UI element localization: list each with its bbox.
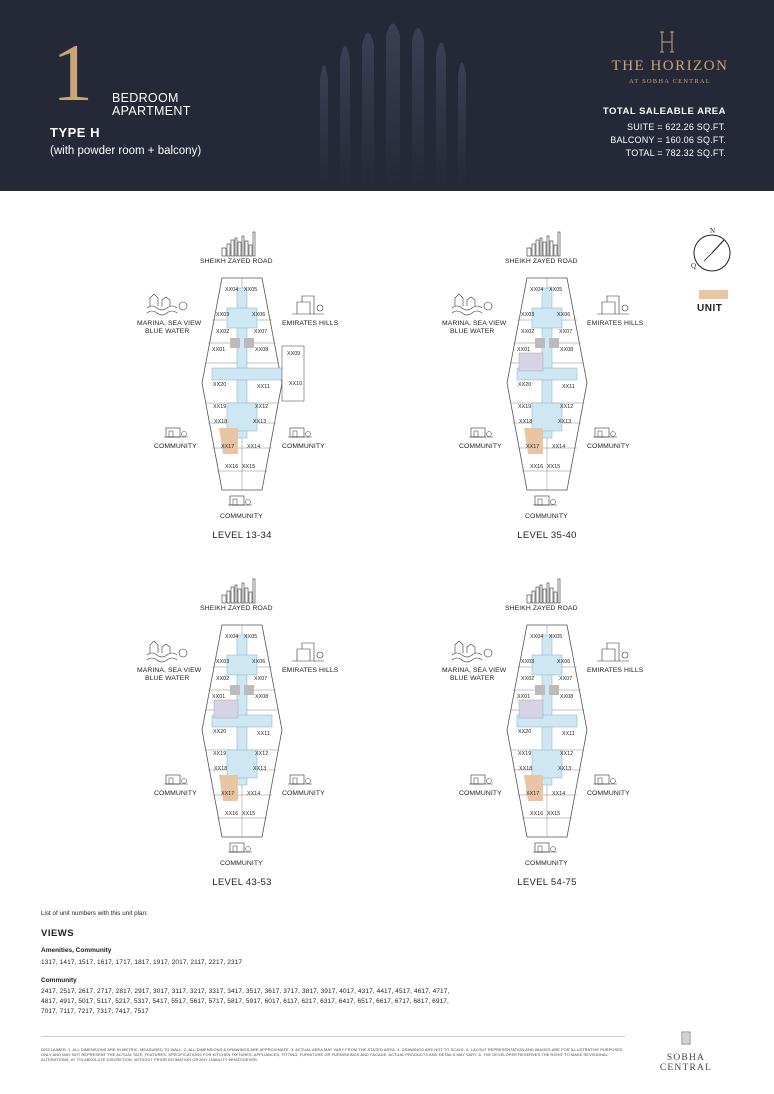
marina-icon [452,641,492,662]
unit-label-u01: XX01 [517,347,531,353]
east-label: EMIRATES HILLS [587,667,644,674]
unit-label-u06: XX06 [557,659,571,665]
bedroom-line1: BEDROOM [112,91,179,105]
unit-label-u08: XX08 [255,347,269,353]
skyline-icon [222,232,255,256]
floor-plan-drawing [397,228,697,538]
marina-icon [147,294,187,315]
community-west-label: COMMUNITY [459,790,502,797]
west-label-2: BLUE WATER [145,675,190,682]
community-south-label: COMMUNITY [220,860,263,867]
unit-label-u03: XX03 [216,659,230,665]
unit-label-u19: XX19 [518,751,532,757]
unit-label-u14: XX14 [247,444,261,450]
floor-plan-drawing [92,228,392,538]
community-south-icon [533,843,557,852]
unit-label-u04: XX04 [225,287,239,293]
brand-name: THE HORIZON [611,58,729,74]
marina-icon [452,294,492,315]
west-label: MARINA, SEA VIEW [442,320,507,327]
unit-label-u08: XX08 [255,694,269,700]
west-label-2: BLUE WATER [145,328,190,335]
skyline-icon [222,579,255,603]
community-east-icon [593,775,617,784]
unit-label-u20: XX20 [518,382,532,388]
unit-label-u04: XX04 [530,634,544,640]
unit-label-u12: XX12 [255,751,269,757]
unit-label-u06: XX06 [252,659,266,665]
marina-icon [147,641,187,662]
level-label: LEVEL 54-75 [517,877,577,888]
emirates-hills-icon [292,296,324,314]
community-west-label: COMMUNITY [154,443,197,450]
unit-label-u15: XX15 [547,464,561,470]
emirates-hills-icon [597,643,629,661]
unit-label-u13: XX13 [253,419,267,425]
unit-label-u19: XX19 [213,404,227,410]
west-label-2: BLUE WATER [450,328,495,335]
unit-label-u14: XX14 [552,791,566,797]
community-east-icon [288,428,312,437]
unit-label-u06: XX06 [557,312,571,318]
unit-legend-label: UNIT [697,303,723,314]
west-label: MARINA, SEA VIEW [137,320,202,327]
units-amenities-community: 1317, 1417, 1517, 1617, 1717, 1817, 1917, 2017, 2117, 2217, 2317 [41,959,243,966]
bedroom-count: 1 [52,27,93,118]
unit-label-u13: XX13 [558,766,572,772]
header-banner [0,0,774,191]
unit-label-u05: XX05 [244,287,258,293]
unit-label-u15: XX15 [242,464,256,470]
unit-label-u20: XX20 [518,729,532,735]
category-amenities-community: Amenities, Community [41,947,112,954]
unit-label-u16: XX16 [530,811,544,817]
community-west-icon [469,428,493,437]
area-total: TOTAL = 782.32 SQ.FT. [625,148,726,158]
north-label: SHEIKH ZAYED ROAD [505,258,578,265]
floor-plan-level-35-40 [397,228,697,541]
unit-label-u05: XX05 [549,287,563,293]
unit-label-u03: XX03 [521,312,535,318]
views-heading: VIEWS [41,928,75,939]
floor-plan-level-54-75 [397,575,697,888]
unit-label-u10: XX10 [289,381,303,387]
unit-label-u15: XX15 [547,811,561,817]
unit-label-u11: XX11 [562,384,575,390]
unit-label-u03: XX03 [521,659,535,665]
unit-label-u08: XX08 [560,694,574,700]
unit-label-u04: XX04 [530,287,544,293]
unit-label-u14: XX14 [552,444,566,450]
unit-label-u20: XX20 [213,729,227,735]
floor-plan-level-13-34 [92,228,392,541]
north-label: SHEIKH ZAYED ROAD [200,258,273,265]
unit-label-u07: XX07 [559,329,573,335]
floor-plan-drawing [397,575,697,885]
unit-label-u02: XX02 [521,329,535,335]
unit-color-swatch [699,290,728,299]
unit-label-u17: XX17 [221,444,235,450]
community-west-icon [469,775,493,784]
community-west-icon [164,775,188,784]
emirates-hills-icon [597,296,629,314]
unit-label-u09: XX09 [287,351,301,357]
brand-subtitle: AT SOBHA CENTRAL [629,78,711,85]
unit-label-u13: XX13 [253,766,267,772]
east-label: EMIRATES HILLS [282,667,339,674]
unit-label-u20: XX20 [213,382,227,388]
unit-label-u02: XX02 [521,676,535,682]
unit-label-u05: XX05 [244,634,258,640]
unit-label-u06: XX06 [252,312,266,318]
community-south-icon [533,496,557,505]
community-south-label: COMMUNITY [525,513,568,520]
community-south-icon [228,496,252,505]
floor-plan-level-43-53 [92,575,392,888]
unit-label-u03: XX03 [216,312,230,318]
bedroom-line2: APARTMENT [112,104,191,118]
emirates-hills-icon [292,643,324,661]
unit-label-u18: XX18 [519,419,533,425]
unit-label-u19: XX19 [213,751,227,757]
unit-label-u17: XX17 [526,444,540,450]
sobha-logo-icon [678,1030,694,1046]
horizon-logo-icon [655,29,679,55]
unit-label-u01: XX01 [212,694,226,700]
unit-label-u12: XX12 [560,404,574,410]
level-label: LEVEL 13-34 [212,530,272,541]
unit-label-u02: XX02 [216,329,230,335]
community-east-icon [593,428,617,437]
community-east-label: COMMUNITY [587,790,630,797]
community-south-label: COMMUNITY [525,860,568,867]
unit-label-u13: XX13 [558,419,572,425]
disclaimer: DISCLAIMER: 1. ALL DIMENSIONS ARE IN METRIC, MEASURED TO WALL. 2. ALL DIMENSIONS & DRAWINGS ARE APPROXIMATE. 3. ACTUAL AREA MAY VARY FROM THE STATED AREA. 4. DRAWINGS ARE NOT TO SCALE. 5. LAYOUT REPRESENTATION AND IMAGES ARE FOR ILLUSTRATIVE PURPOSES ONLY AND MAY NOT REPRESENT THE ACTUAL SIZE, FEATURES, SPECIFICATIONS FOR KITCHEN FIXTURES, APPLIANCES, FITTING, FURNITURE OR FURNISHINGS AND FACADE. ACTUAL PRODUCTS AND DETAILS MAY VARY. 6. THE DEVELOPER RESERVES THE RIGHT TO MAKE REVISIONAL ALTERATIONS, AT ITS ABSOLUTE DISCRETION, WITHOUT PRIOR INTIMATION OR ANY LIABILITY WHATSOEVER. [41,1047,623,1063]
community-east-label: COMMUNITY [587,443,630,450]
community-west-icon [164,428,188,437]
category-community: Community [41,977,77,984]
west-label: MARINA, SEA VIEW [442,667,507,674]
decorative-columns [310,20,490,191]
community-east-icon [288,775,312,784]
community-south-label: COMMUNITY [220,513,263,520]
unit-label-u12: XX12 [255,404,269,410]
unit-label-u12: XX12 [560,751,574,757]
unit-label-u16: XX16 [225,811,239,817]
area-title: TOTAL SALEABLE AREA [602,106,726,117]
north-label: SHEIKH ZAYED ROAD [505,605,578,612]
unit-label-u15: XX15 [242,811,256,817]
unit-label-u07: XX07 [254,329,268,335]
area-balcony: BALCONY = 160.06 SQ.FT. [610,135,726,145]
unit-label-u14: XX14 [247,791,261,797]
unit-label-u11: XX11 [562,731,575,737]
community-west-label: COMMUNITY [459,443,502,450]
unit-label-u17: XX17 [526,791,540,797]
bedroom-label [112,92,191,118]
unit-label-u05: XX05 [549,634,563,640]
community-west-label: COMMUNITY [154,790,197,797]
skyline-icon [527,579,560,603]
unit-label-u11: XX11 [257,731,270,737]
level-label: LEVEL 43-53 [212,877,272,888]
unit-type: TYPE H [50,125,100,140]
community-east-label: COMMUNITY [282,790,325,797]
floor-plan-drawing [92,575,392,885]
compass-n: N [710,227,716,235]
unit-label-u18: XX18 [214,766,228,772]
unit-label-u01: XX01 [212,347,226,353]
units-community-line1: 2417, 2517, 2617, 2717, 2817, 2917, 3017, 3117, 3217, 3317, 3417, 3517, 3617, 3717, 3817, 3917, 4017, 4317, 4417, 4517, 4617, 4717, [41,988,450,995]
west-label: MARINA, SEA VIEW [137,667,202,674]
unit-label-u16: XX16 [225,464,239,470]
compass-q: Q [691,262,697,270]
north-label: SHEIKH ZAYED ROAD [200,605,273,612]
unit-label-u11: XX11 [257,384,270,390]
unit-label-u07: XX07 [254,676,268,682]
units-community-line2: 4817, 4917, 5017, 5117, 5217, 5317, 5417, 5517, 5617, 5717, 5817, 5917, 6017, 6117, 6217, 6317, 6417, 6517, 6617, 6717, 6817, 6917, [41,998,449,1005]
unit-list-intro: List of unit numbers with this unit plan: [41,910,148,917]
west-label-2: BLUE WATER [450,675,495,682]
unit-label-u02: XX02 [216,676,230,682]
unit-label-u18: XX18 [214,419,228,425]
east-label: EMIRATES HILLS [282,320,339,327]
unit-label-u08: XX08 [560,347,574,353]
skyline-icon [527,232,560,256]
unit-label-u01: XX01 [517,694,531,700]
community-east-label: COMMUNITY [282,443,325,450]
unit-subtitle: (with powder room + balcony) [50,145,202,157]
level-label: LEVEL 35-40 [517,530,577,541]
unit-label-u18: XX18 [519,766,533,772]
community-south-icon [228,843,252,852]
east-label: EMIRATES HILLS [587,320,644,327]
area-suite: SUITE = 622.26 SQ.FT. [627,122,726,132]
units-community-line3: 7017, 7117, 7217, 7317, 7417, 7517 [41,1008,149,1015]
unit-label-u19: XX19 [518,404,532,410]
unit-label-u17: XX17 [221,791,235,797]
unit-label-u07: XX07 [559,676,573,682]
unit-label-u04: XX04 [225,634,239,640]
unit-label-u16: XX16 [530,464,544,470]
footer-divider [41,1036,625,1037]
footer-brand: SOBHA CENTRAL [659,1053,713,1073]
